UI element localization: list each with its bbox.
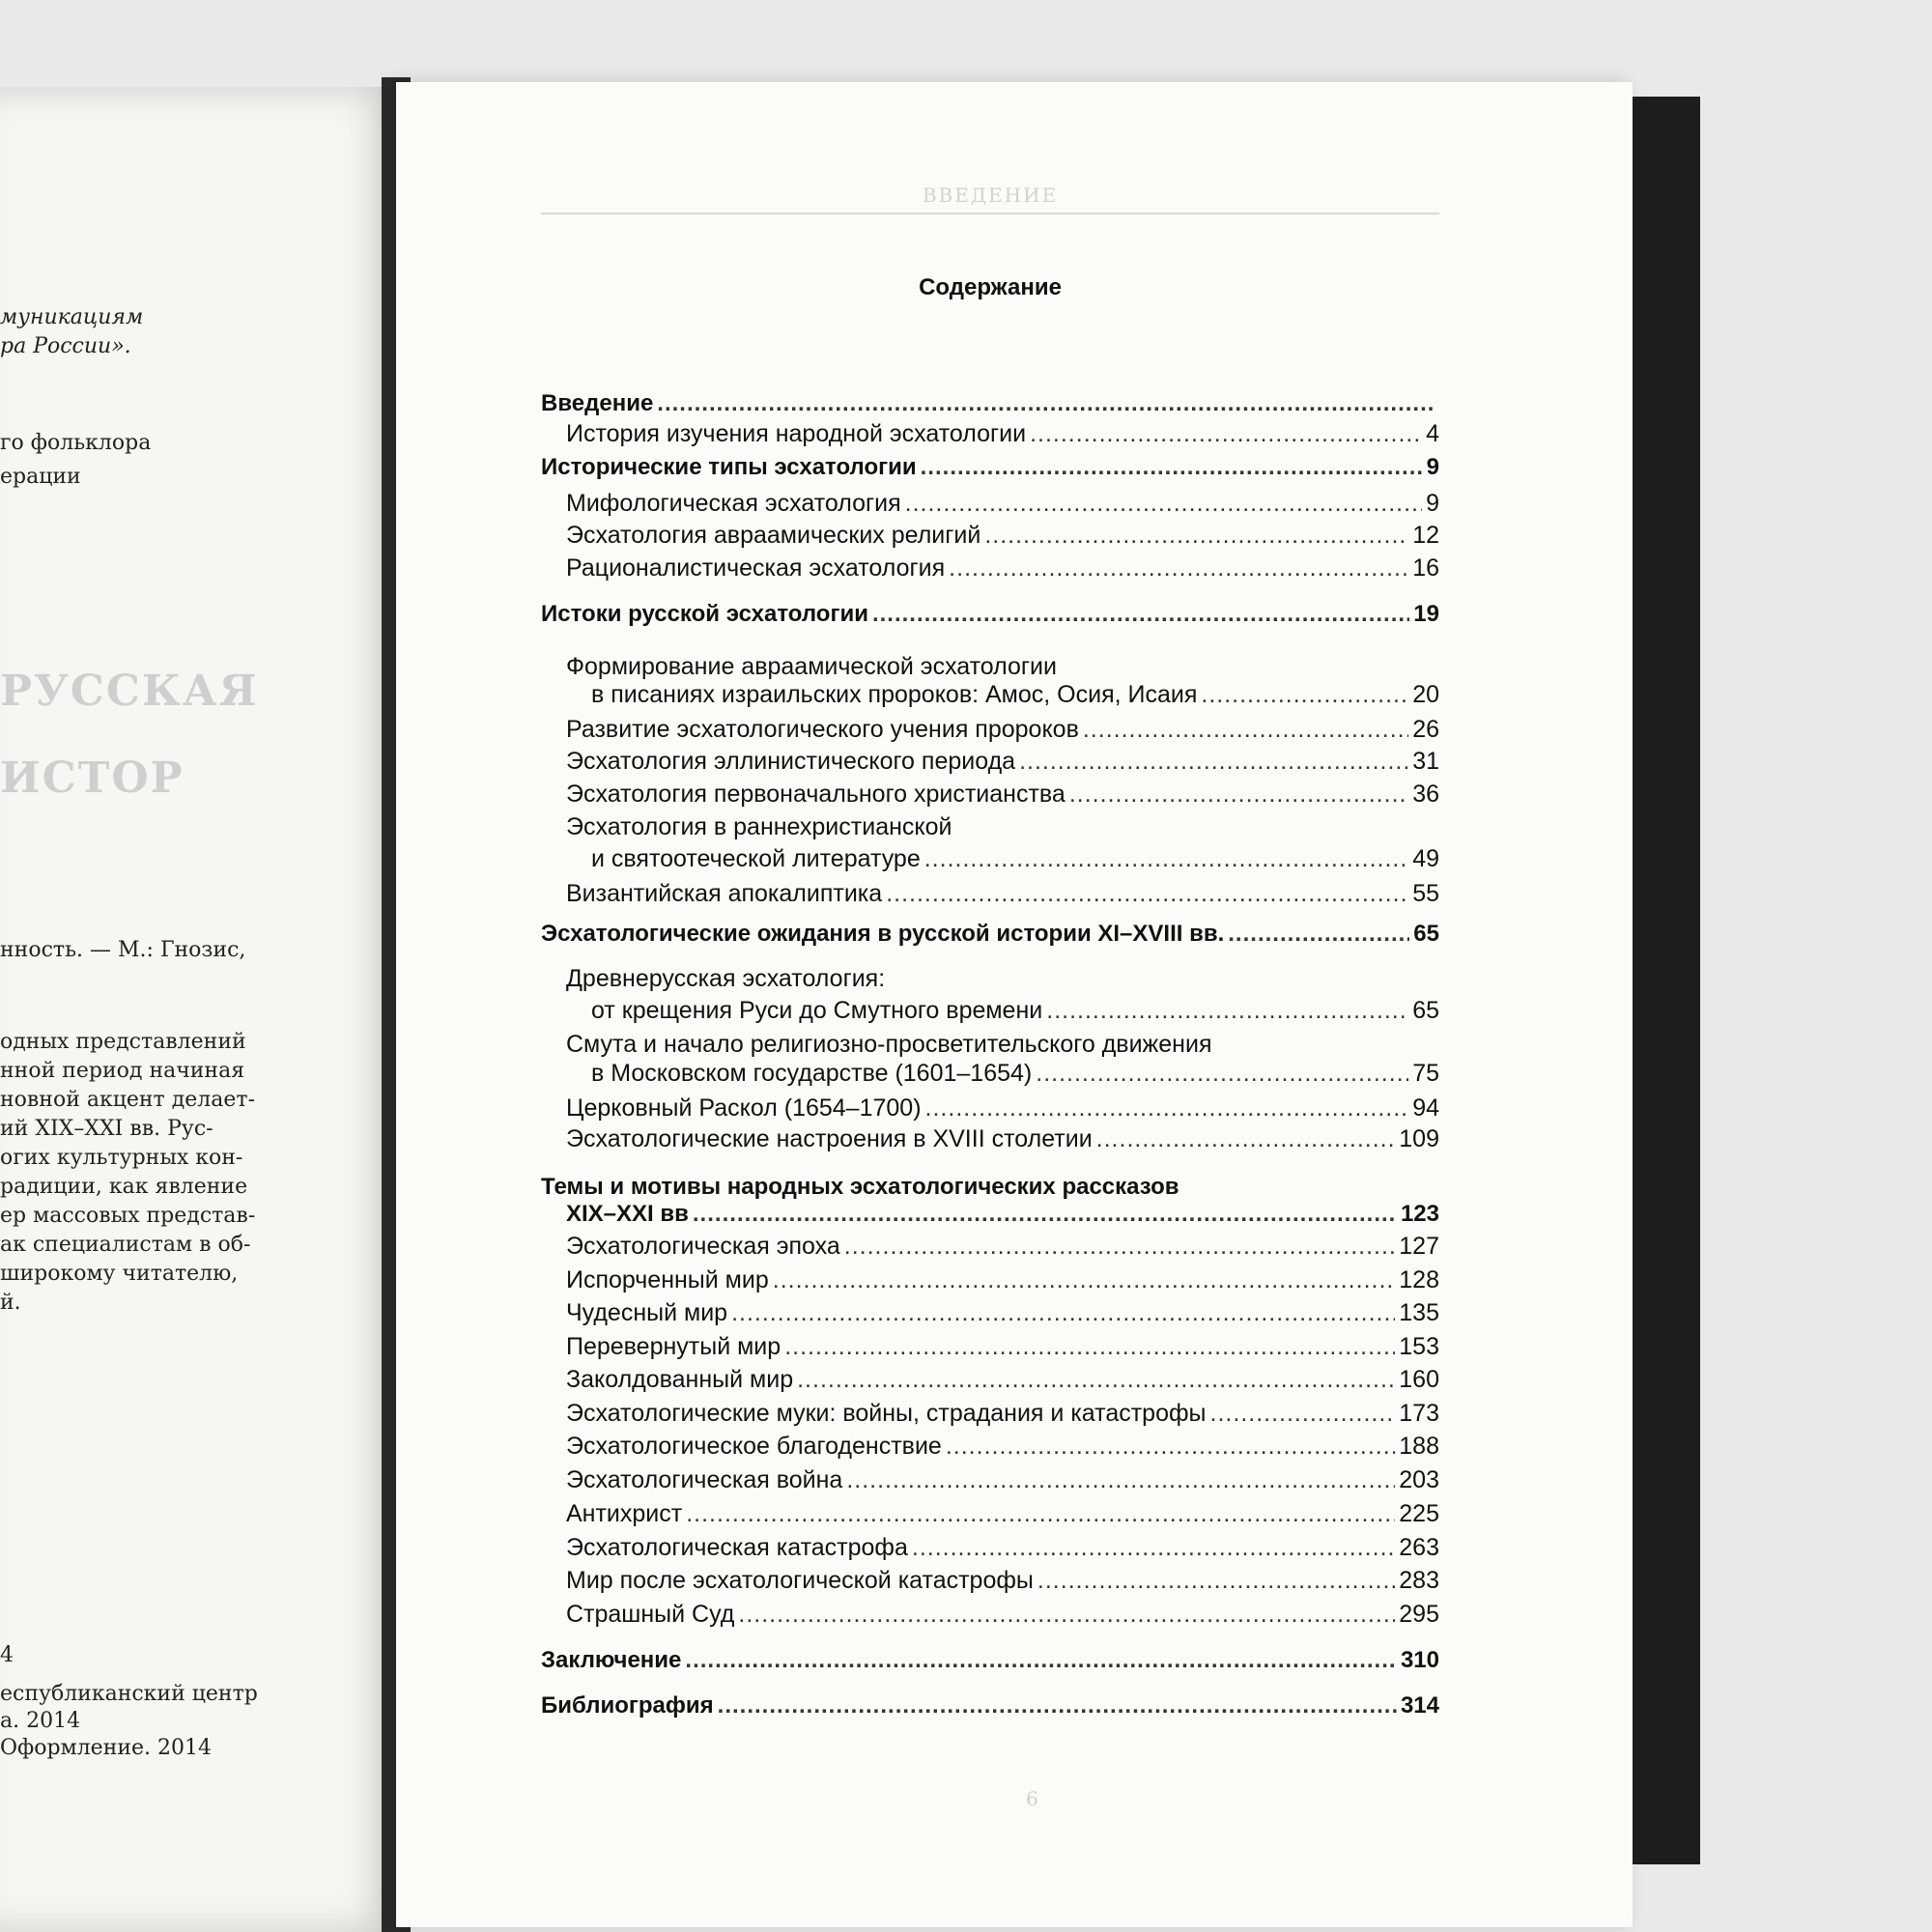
toc-entry-label: Эсхатология в раннехристианской — [566, 813, 952, 840]
toc-entry-page: 135 — [1399, 1299, 1439, 1326]
toc-entry — [541, 921, 1439, 950]
toc-entry — [541, 522, 1439, 551]
left-text-line: ра России». — [0, 334, 131, 358]
toc-entry — [541, 390, 1439, 419]
toc-entry-label: Эсхатология авраамических религий — [566, 522, 981, 549]
toc-leader-dots — [924, 845, 1408, 873]
toc-entry-page: 49 — [1412, 845, 1439, 872]
left-text-line: ий XIX–XXI вв. Рус- — [0, 1117, 213, 1141]
toc-entry-page: 109 — [1399, 1125, 1439, 1152]
toc-entry-page: 188 — [1399, 1433, 1439, 1460]
toc-entry — [541, 716, 1439, 745]
toc-entry — [541, 454, 1439, 483]
toc-entry-page: 123 — [1400, 1201, 1439, 1227]
toc-entry-label: Эсхатологические настроения в XVIII столетии — [566, 1125, 1093, 1152]
toc-entry-label: Исторические типы эсхатологии — [541, 454, 917, 480]
toc-entry — [541, 653, 1439, 682]
toc-leader-dots — [1037, 1567, 1395, 1595]
toc-entry-page: 9 — [1426, 454, 1439, 480]
toc-entry — [541, 1299, 1439, 1328]
toc-entry-page: 9 — [1426, 490, 1439, 517]
toc-entry-page: 55 — [1412, 880, 1439, 907]
toc-leader-dots — [657, 390, 1435, 417]
toc-entry — [541, 880, 1439, 909]
toc-entry-label: Страшный Суд — [566, 1601, 735, 1628]
toc-entry-label: Темы и мотивы народных эсхатологических рассказов — [541, 1174, 1179, 1200]
toc-entry-label: Истоки русской эсхатологии — [541, 601, 868, 627]
toc-entry — [541, 1400, 1439, 1429]
toc-entry — [541, 1433, 1439, 1462]
toc-entry-label: Эсхатологические муки: войны, страдания и катастрофы — [566, 1400, 1207, 1427]
toc-entry-label: Церковный Раскол (1654–1700) — [566, 1094, 922, 1122]
toc-leader-dots — [784, 1333, 1395, 1361]
toc-entry-label: Эсхатологическое благоденствие — [566, 1433, 942, 1460]
left-page — [0, 87, 406, 1932]
toc-entry — [541, 1647, 1439, 1676]
toc-entry-page: 153 — [1399, 1333, 1439, 1360]
toc-entry — [541, 554, 1439, 583]
toc-entry-page: 173 — [1399, 1400, 1439, 1427]
toc-entry-page: 310 — [1400, 1647, 1439, 1673]
toc-entry — [541, 420, 1439, 449]
left-text-line: ер массовых представ- — [0, 1204, 256, 1228]
toc-entry — [541, 1060, 1439, 1089]
toc-entry — [541, 1534, 1439, 1563]
toc-entry-label: Мир после эсхатологической катастрофы — [566, 1567, 1034, 1594]
toc-entry-page: 314 — [1400, 1692, 1439, 1719]
toc-entry-label: Введение — [541, 390, 654, 416]
toc-entry-page: 4 — [1426, 420, 1439, 447]
toc-entry-label: и святоотеческой литературе — [591, 845, 921, 872]
toc-entry-page: 31 — [1412, 748, 1439, 775]
toc-leader-dots — [1036, 1060, 1408, 1088]
toc-entry — [541, 1201, 1439, 1230]
toc-leader-dots — [1096, 1125, 1396, 1153]
toc-entry-page: 75 — [1412, 1060, 1439, 1087]
left-text-line: нной период начиная — [0, 1059, 245, 1083]
toc-entry-label: Испорченный мир — [566, 1266, 769, 1293]
toc-leader-dots — [905, 490, 1422, 518]
toc-leader-dots — [872, 601, 1409, 628]
toc-leader-dots — [686, 1500, 1395, 1528]
toc-entry — [541, 681, 1439, 710]
toc-entry — [541, 965, 1439, 994]
toc-leader-dots — [886, 880, 1408, 908]
toc-entry-page: 12 — [1412, 522, 1439, 549]
left-text-line: широкому читателю, — [0, 1262, 239, 1286]
left-text-line: й. — [0, 1291, 21, 1315]
left-text-line: одных представлений — [0, 1030, 246, 1054]
toc-leader-dots — [1019, 748, 1408, 776]
toc-entry — [541, 1366, 1439, 1395]
toc-entry-label: Эсхатология эллинистического периода — [566, 748, 1016, 775]
toc-leader-dots — [946, 1433, 1395, 1461]
toc-leader-dots — [738, 1601, 1395, 1629]
toc-entry-page: 203 — [1399, 1466, 1439, 1493]
toc-entry-page: 36 — [1412, 781, 1439, 808]
left-text-line: 4 — [0, 1643, 14, 1667]
toc-title: Содержание — [919, 274, 1062, 300]
toc-leader-dots — [1083, 716, 1408, 744]
toc-entry-page: 16 — [1412, 554, 1439, 582]
toc-entry-label: Развитие эсхатологического учения пророков — [566, 716, 1079, 743]
toc-entry — [541, 1266, 1439, 1295]
toc-entry-label: Эсхатологическая эпоха — [566, 1233, 840, 1260]
toc-leader-dots — [1046, 997, 1408, 1025]
left-text-line: а. 2014 — [0, 1709, 81, 1733]
running-head: ВВЕДЕНИЕ — [541, 184, 1439, 214]
left-text-line: го фольклора — [0, 431, 152, 455]
toc-entry-page: 94 — [1412, 1094, 1439, 1122]
left-text-line: муникациям — [0, 305, 144, 329]
toc-entry — [541, 1466, 1439, 1495]
toc-entry — [541, 1567, 1439, 1596]
toc-entry-page: 128 — [1399, 1266, 1439, 1293]
toc-entry — [541, 1500, 1439, 1529]
left-faint-title: РУССКАЯ — [0, 667, 259, 716]
toc-leader-dots — [797, 1366, 1395, 1394]
left-text-line: Оформление. 2014 — [0, 1736, 213, 1760]
toc-entry — [541, 813, 1439, 842]
left-text-line: нность. — М.: Гнозис, — [0, 938, 246, 962]
toc-leader-dots — [1030, 420, 1422, 448]
toc-leader-dots — [773, 1266, 1396, 1294]
left-faint-title: ИСТОР — [0, 753, 185, 803]
toc-entry-page: 295 — [1399, 1601, 1439, 1628]
left-text-line: еспубликанский центр — [0, 1682, 258, 1706]
toc-entry-label: Перевернутый мир — [566, 1333, 781, 1360]
toc-entry — [541, 748, 1439, 777]
left-text-line: новной акцент делает- — [0, 1088, 255, 1112]
toc-entry-page: 225 — [1399, 1500, 1439, 1527]
toc-entry-label: Заключение — [541, 1647, 682, 1673]
toc-leader-dots — [731, 1299, 1395, 1327]
toc-entry — [541, 1174, 1439, 1203]
toc-leader-dots — [1228, 921, 1409, 948]
toc-entry — [541, 1601, 1439, 1630]
toc-entry-label: Библиография — [541, 1692, 714, 1719]
left-text-line: ак специалистам в об- — [0, 1233, 251, 1257]
toc-entry-page: 65 — [1412, 997, 1439, 1024]
toc-entry-page: 127 — [1399, 1233, 1439, 1260]
toc-leader-dots — [718, 1692, 1397, 1719]
toc-entry-label: от крещения Руси до Смутного времени — [591, 997, 1043, 1024]
left-text-line: огих культурных кон- — [0, 1146, 243, 1170]
toc-entry-page: 19 — [1413, 601, 1439, 627]
toc-entry — [541, 1094, 1439, 1123]
left-text-line: радиции, как явление — [0, 1175, 248, 1199]
toc-leader-dots — [693, 1201, 1397, 1228]
toc-entry-label: Эсхатологические ожидания в русской истории XI–XVIII вв. — [541, 921, 1225, 947]
toc-entry-label: XIX–XXI вв — [566, 1201, 689, 1227]
toc-leader-dots — [846, 1466, 1395, 1494]
toc-entry-label: История изучения народной эсхатологии — [566, 420, 1027, 447]
toc-entry-label: Антихрист — [566, 1500, 683, 1527]
page-number: 6 — [1026, 1787, 1038, 1810]
toc-entry-label: Эсхатологическая катастрофа — [566, 1534, 908, 1561]
toc-entry-label: Смута и начало религиозно-просветительского движения — [566, 1031, 1212, 1058]
toc-leader-dots — [949, 554, 1408, 582]
toc-leader-dots — [685, 1647, 1397, 1674]
toc-entry-label: Древнерусская эсхатология: — [566, 965, 886, 992]
toc-entry-label: Рационалистическая эсхатология — [566, 554, 946, 582]
toc-entry — [541, 490, 1439, 519]
toc-leader-dots — [1210, 1400, 1396, 1428]
toc-entry — [541, 1233, 1439, 1262]
toc-entry-page: 160 — [1399, 1366, 1439, 1393]
toc-entry — [541, 1125, 1439, 1154]
toc-entry-page: 20 — [1412, 681, 1439, 708]
toc-entry — [541, 1692, 1439, 1721]
toc-entry-page: 65 — [1413, 921, 1439, 947]
left-text-line: ерации — [0, 465, 81, 489]
toc-entry — [541, 1333, 1439, 1362]
toc-entry-label: Чудесный мир — [566, 1299, 728, 1326]
toc-entry-label: Заколдованный мир — [566, 1366, 794, 1393]
toc-entry — [541, 845, 1439, 874]
toc-entry-page: 263 — [1399, 1534, 1439, 1561]
toc-entry — [541, 997, 1439, 1026]
toc-leader-dots — [912, 1534, 1395, 1562]
toc-entry-label: Эсхатологическая война — [566, 1466, 843, 1493]
toc-entry-label: в Московском государстве (1601–1654) — [591, 1060, 1033, 1087]
toc-leader-dots — [1069, 781, 1408, 809]
toc-leader-dots — [1201, 681, 1408, 709]
toc-entry-label: Формирование авраамической эсхатологии — [566, 653, 1057, 680]
toc-entry-label: Эсхатология первоначального христианства — [566, 781, 1065, 808]
toc-leader-dots — [844, 1233, 1396, 1261]
toc-entry — [541, 781, 1439, 810]
toc-entry-page: 283 — [1399, 1567, 1439, 1594]
toc-entry-label: Византийская апокалиптика — [566, 880, 883, 907]
toc-leader-dots — [984, 522, 1408, 550]
toc-entry — [541, 601, 1439, 630]
toc-entry — [541, 1031, 1439, 1060]
toc-entry-label: в писаниях израильских пророков: Амос, Осия, Исаия — [591, 681, 1198, 708]
toc-leader-dots — [925, 1094, 1409, 1122]
toc-entry-page: 26 — [1412, 716, 1439, 743]
toc-entry-label: Мифологическая эсхатология — [566, 490, 901, 517]
toc-leader-dots — [921, 454, 1423, 481]
